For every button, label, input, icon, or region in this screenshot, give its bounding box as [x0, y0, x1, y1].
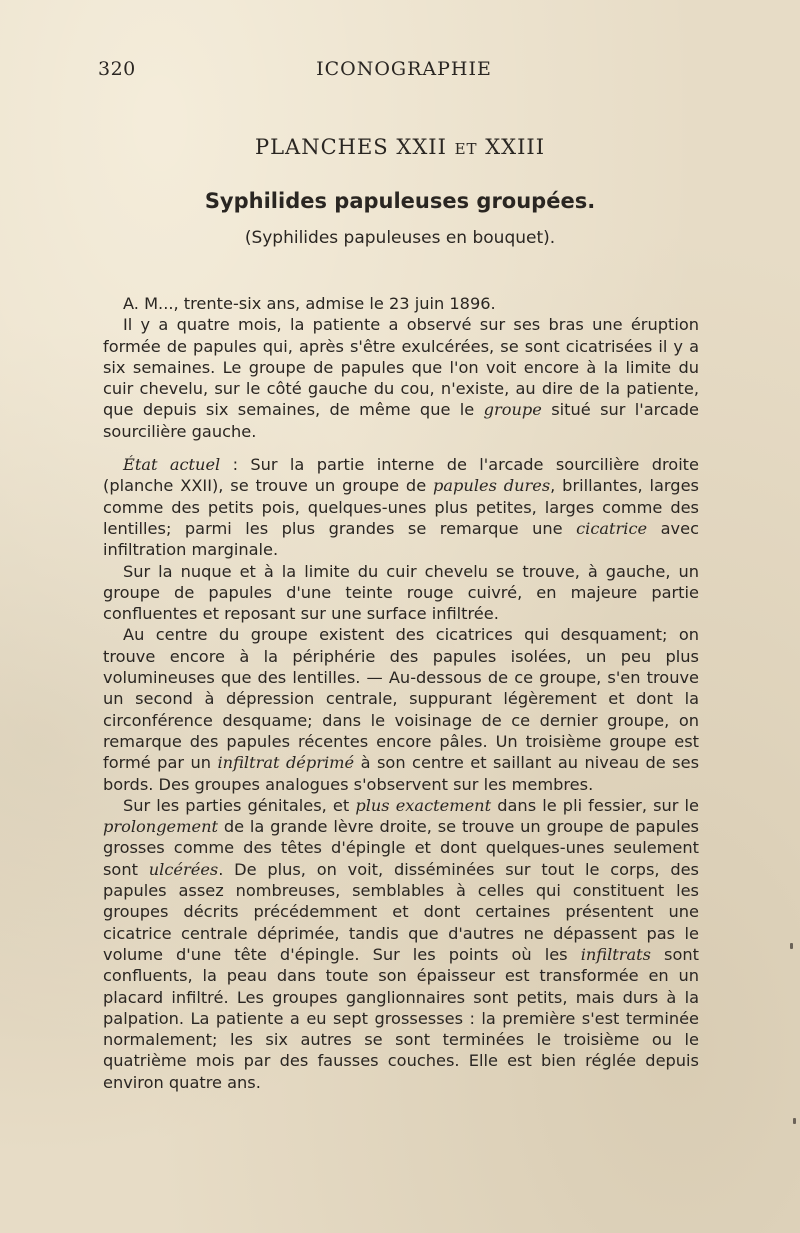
emphasis-text: État actuel: [123, 455, 221, 475]
paragraph-center-group: [103, 624, 699, 794]
running-title: ICONOGRAPHIE: [316, 58, 492, 80]
page-number: 320: [98, 58, 136, 80]
paragraph-text: , brillantes, larges comme des petits pois, quelques-unes plus petites, larges comme des lentilles; parmi les plus grandes se remarque une: [103, 476, 699, 538]
paragraph-text: à son centre et saillant au niveau de ses bords. Des groupes analogues s'observent sur les membres.: [103, 753, 699, 794]
paragraph-text: dans le pli fessier, sur le: [497, 795, 699, 815]
emphasis-text: infiltrat déprimé: [217, 753, 355, 773]
paragraph-genitals: [103, 795, 699, 1093]
emphasis-text: groupe: [483, 400, 542, 420]
paragraph-text: de la grande lèvre droite, se trouve un groupe de papules grosses comme des têtes d'épingle et dont quelques-unes seulement sont: [103, 817, 699, 879]
plate-title-and: ET: [454, 140, 478, 158]
margin-mark: [793, 1118, 796, 1124]
emphasis-text: plus exactement: [355, 795, 492, 815]
paragraph-history: [103, 314, 699, 442]
paragraph-text: Sur la nuque et à la limite du cuir chevelu se trouve, à gauche, un groupe de papules d'une teinte rouge cuivré, en majeure partie confluentes et reposant sur une surface infiltrée.: [103, 561, 699, 624]
margin-mark: [790, 943, 793, 949]
paragraph-text: : Sur la partie interne de l'arcade sourcilière droite (planche XXII), se trouve un groupe de: [103, 455, 699, 496]
paragraph-text: avec infiltration marginale.: [103, 518, 699, 560]
plate-title-second: XXIII: [485, 135, 546, 159]
emphasis-text: cicatrice: [576, 518, 648, 538]
paragraph-current-state: [103, 454, 699, 560]
plate-title-main: PLANCHES XXII: [254, 135, 447, 159]
paragraph-text: Sur les parties génitales, et: [123, 795, 350, 815]
emphasis-text: infiltrats: [580, 944, 651, 964]
paragraph-nape: [103, 561, 699, 625]
paragraph-text: sont confluents, la peau dans toute son épaisseur est transformée en un placard infiltré. Les groupes ganglionnaires sont petits, mais durs à la palpation. La patiente a eu sept grossesses : la première s'est terminée normalement; les six autres se sont terminées le troisième ou le quatrième mois par des fausses couches. Elle est bien réglée depuis environ quatre ans.: [103, 944, 699, 1092]
paragraph-patient: [103, 293, 699, 314]
body-text: [103, 293, 699, 1093]
emphasis-text: ulcérées: [148, 859, 219, 879]
plate-title: [0, 135, 800, 159]
paragraph-text: situé sur l'arcade sourcilière gauche.: [103, 400, 700, 441]
paragraph-text: . De plus, on voit, disséminées sur tout le corps, des papules assez nombreuses, semblables à celles qui constituent les groupes décrits précédemment et dont certaines présentent une cicatrice centrale déprimée, tandis que d'autres ne dépassent pas le volume d'une tête d'épingle. Sur les points où les: [103, 859, 699, 964]
paragraph-text: A. M..., trente-six ans, admise le 23 juin 1896.: [123, 294, 496, 313]
emphasis-text: prolongement: [103, 817, 218, 837]
emphasis-text: papules dures: [433, 476, 551, 496]
running-head: [98, 58, 710, 82]
article-subtitle: (Syphilides papuleuses en bouquet).: [244, 228, 556, 248]
article-title: Syphilides papuleuses groupées.: [204, 189, 596, 213]
paragraph-text: Il y a quatre mois, la patiente a observé sur ses bras une éruption formée de papules qui, après s'être exulcérées, se sont cicatrisées il y a six semaines. Le groupe de papules que l'on voit encore à la limite du cuir chevelu, sur le côté gauche du cou, n'existe, au dire de la patiente, que depuis six semaines, de même que le: [103, 315, 699, 420]
paragraph-text: Au centre du groupe existent des cicatrices qui desquament; on trouve encore à la périphérie des papules isolées, un peu plus volumineuses que des lentilles. — Au-dessous de ce groupe, s'en trouve un second à dépression centrale, suppurant légèrement et dont la circonférence desquame; dans le voisinage de ce dernier groupe, on remarque des papules récentes encore pâles. Un troisième groupe est formé par un: [103, 625, 699, 773]
